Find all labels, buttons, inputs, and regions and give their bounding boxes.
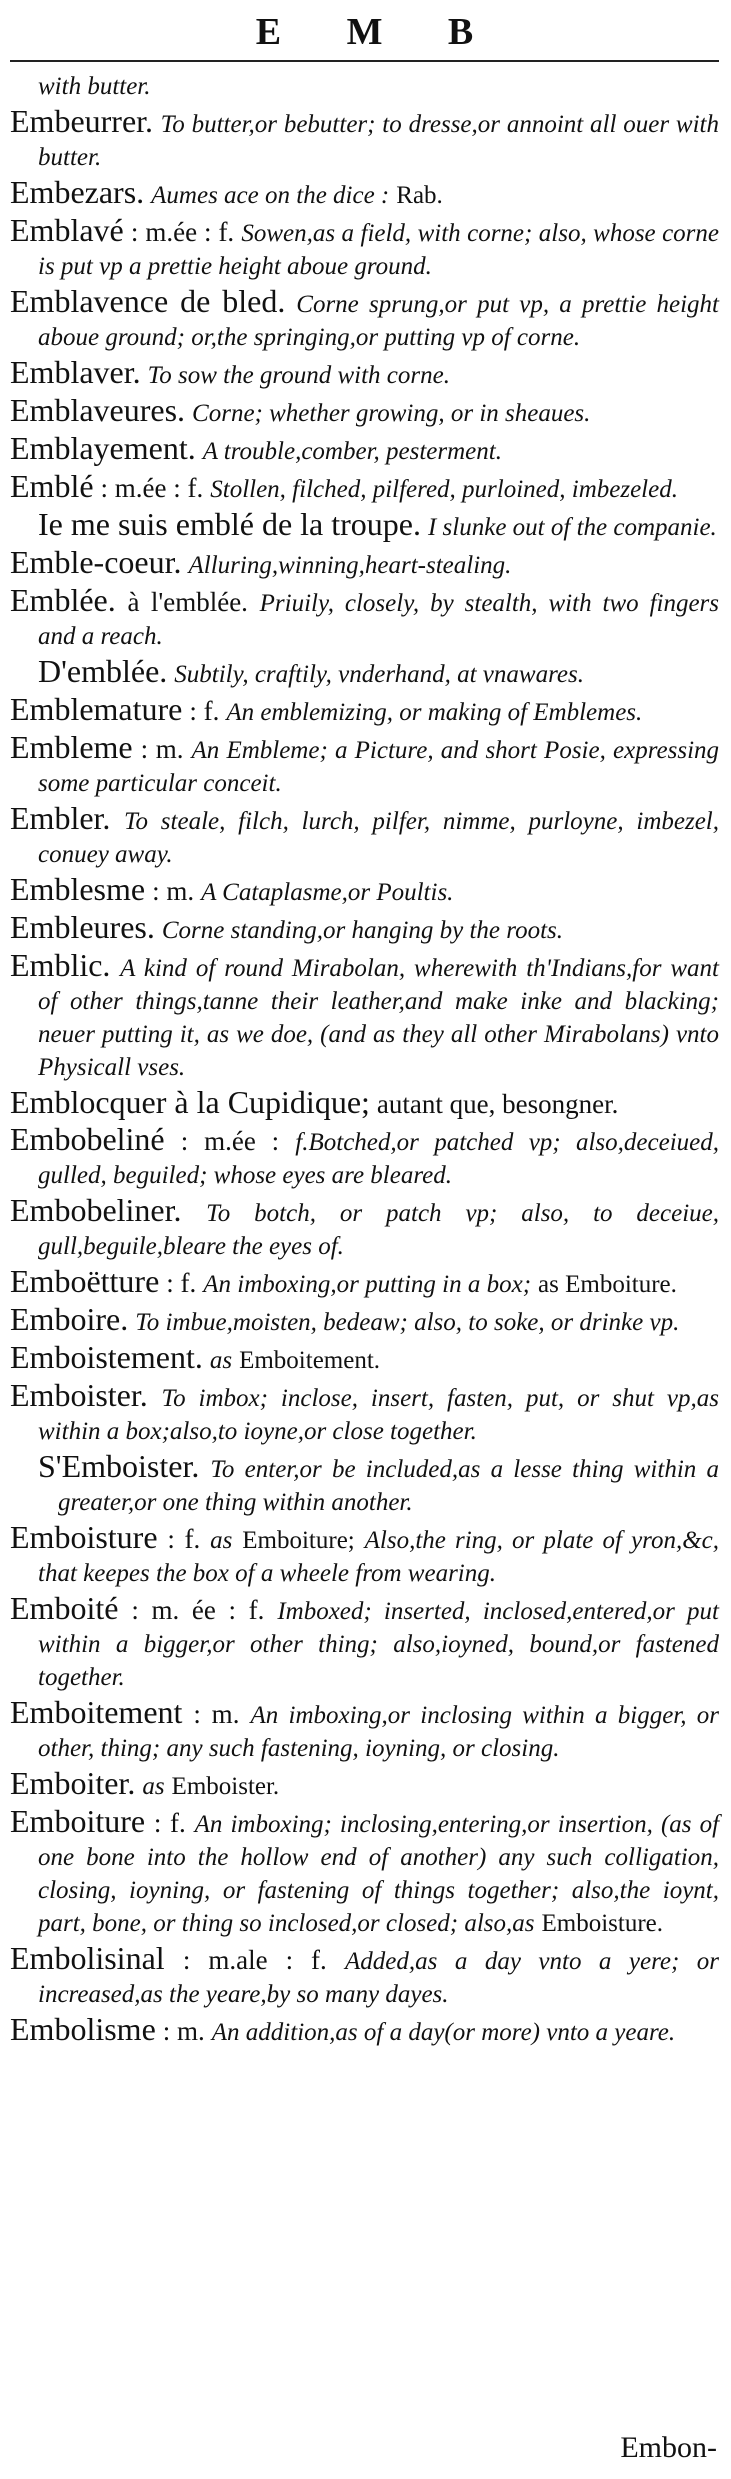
definition: Aumes ace on the dice :: [151, 182, 390, 209]
definition: A trouble,comber, pesterment.: [202, 438, 502, 465]
dictionary-entry: [10, 911, 719, 947]
definition: To sow the ground with corne.: [147, 362, 450, 389]
definition: Stollen, filched, pilfered, purloined, imbezeled.: [210, 476, 678, 503]
headword: Embler.: [10, 800, 111, 836]
headword: Emblesme: [10, 871, 146, 907]
headword: Emblavé: [10, 212, 124, 248]
grammar-note: : m.ée : f.: [130, 217, 235, 247]
headword: Emblaveures.: [10, 392, 186, 428]
grammar-note: : m.: [162, 2016, 205, 2046]
headword: Embezars.: [10, 174, 145, 210]
headword: Emboisture: [10, 1519, 158, 1555]
dictionary-entry: [10, 1341, 719, 1377]
grammar-note: : m.ée :: [180, 1126, 280, 1156]
grammar-note: : f.: [166, 1268, 197, 1298]
cross-reference: Emboisture.: [541, 1910, 664, 1937]
grammar-note: : m.: [193, 1699, 240, 1729]
definition: as: [142, 1773, 165, 1800]
grammar-note: : f.: [153, 1808, 186, 1838]
definition: f.Botched,or patched vp; also,deceiued, gulled, beguiled; whose eyes are bleared.: [38, 1129, 719, 1189]
dictionary-entry: [10, 105, 719, 174]
header-rule: [10, 60, 719, 62]
definition: An imboxing,or inclosing within a bigger, or other, thing; any such fastening, ioyning, or closing.: [38, 1702, 719, 1762]
cross-reference: Emboister.: [171, 1773, 280, 1800]
headword: Embobeliner.: [10, 1192, 182, 1228]
definition: To imbue,moisten, bedeaw; also, to soke, or drinke vp.: [135, 1309, 680, 1336]
headword: Emblée.: [10, 582, 116, 618]
dictionary-entry: [10, 1194, 719, 1263]
definition: A kind of round Mirabolan, wherewith th'Indians,for want of other things,tanne their leather,and make inke and blacking; neuer putting it, as we doe, (and as they all other Mirabolans) vnto Physicall vses.: [38, 955, 719, 1081]
headword: Emboire.: [10, 1301, 129, 1337]
definition: Added,as a day vnto a yere; or increased,as the yeare,by so many dayes.: [38, 1948, 720, 2008]
definition-continued: Also,the ring, or plate of yron,&c, that keepes the box of a wheele from wearing.: [38, 1527, 720, 1587]
cross-reference: Rab.: [396, 182, 443, 209]
page-header: E M B: [255, 11, 502, 53]
grammar-note: : m. ée : f.: [131, 1595, 265, 1625]
dictionary-entry: [10, 70, 719, 103]
definition: Priuily, closely, by stealth, with two fingers and a reach.: [38, 590, 720, 650]
headword: Emboiture: [10, 1803, 146, 1839]
catchword: Embon-: [620, 2431, 717, 2464]
headword: Emblé: [10, 468, 94, 504]
headword: Embleme: [10, 729, 133, 765]
definition: A Cataplasme,or Poultis.: [201, 879, 454, 906]
grammar-note: : f.: [189, 696, 220, 726]
definition: An Embleme; a Picture, and short Posie, expressing some particular conceit.: [38, 737, 720, 797]
dictionary-entry: [10, 546, 719, 582]
headword: Embleures.: [10, 909, 155, 945]
dictionary-entry: [10, 508, 719, 544]
headword: Emblayement.: [10, 430, 196, 466]
headword: Emblic.: [10, 947, 111, 983]
dictionary-entry: [10, 1696, 719, 1765]
definition: Subtily, craftily, vnderhand, at vnawares.: [174, 661, 584, 688]
definition: To enter,or be included,as a lesse thing within a greater,or one thing within another.: [58, 1456, 720, 1516]
dictionary-entry: [10, 214, 719, 283]
dictionary-entry: [10, 873, 719, 909]
definition: with butter.: [38, 73, 151, 100]
grammar-note: : f.: [167, 1524, 201, 1554]
definition: An addition,as of a day(or more) vnto a yeare.: [211, 2019, 676, 2046]
definition: I slunke out of the companie.: [427, 514, 717, 541]
definition: An emblemizing, or making of Emblemes.: [226, 699, 643, 726]
dictionary-entry: [10, 470, 719, 506]
cross-reference: as Emboiture.: [538, 1271, 677, 1298]
dictionary-entry: [10, 1086, 719, 1121]
dictionary-entry: [10, 176, 719, 212]
definition: An imboxing,or putting in a box;: [203, 1271, 532, 1298]
definition: as: [210, 1527, 233, 1554]
headword: Embolisinal: [10, 1940, 165, 1976]
headword: Embeurrer.: [10, 103, 154, 139]
dictionary-entry: [10, 731, 719, 800]
dictionary-entry: [10, 655, 719, 691]
definition: Alluring,winning,heart-stealing.: [188, 552, 512, 579]
grammar-note: autant que, besongner.: [376, 1089, 619, 1119]
dictionary-entry: [10, 802, 719, 871]
grammar-note: : m.ale : f.: [182, 1945, 327, 1975]
grammar-note: : m.: [152, 876, 195, 906]
dictionary-entry: [10, 394, 719, 430]
headword: Emblaver.: [10, 354, 141, 390]
headword: Emboiter.: [10, 1765, 136, 1801]
definition: Corne sprung,or put vp, a prettie height aboue ground; or,the springing,or putting vp of corne.: [38, 291, 719, 351]
dictionary-entry: [10, 1521, 719, 1590]
grammar-note: : m.ée : f.: [100, 473, 204, 503]
dictionary-entry: [10, 1265, 719, 1301]
dictionary-entry: [10, 949, 719, 1084]
definition: An imboxing; inclosing,entering,or insertion, (as of one bone into the hollow end of another) any such colligation, closing, ioyning, or fastening of things together; also,the ioynt, part, bone, or thing so inclosed,or closed; also,as: [38, 1811, 720, 1937]
dictionary-entry: [10, 1767, 719, 1803]
dictionary-entry: [10, 432, 719, 468]
dictionary-entry: [10, 285, 719, 354]
dictionary-entry: [10, 1123, 719, 1192]
dictionary-entry: [10, 1450, 719, 1519]
headword: Embolisme: [10, 2011, 156, 2047]
grammar-note: à l'emblée.: [127, 587, 248, 617]
cross-reference: Emboitement.: [239, 1347, 381, 1374]
headword: Emboité: [10, 1590, 119, 1626]
dictionary-entry: [10, 584, 719, 653]
headword: Embobeliné: [10, 1121, 165, 1157]
definition: Corne; whether growing, or in sheaues.: [192, 400, 591, 427]
definition: To imbox; inclose, insert, fasten, put, or shut vp,as within a box;also,to ioyne,or close together.: [38, 1385, 719, 1445]
grammar-note: : m.: [140, 734, 184, 764]
headword: Ie me suis emblé de la troupe.: [38, 506, 421, 542]
entries-list: [10, 70, 719, 2049]
dictionary-entry: [10, 1942, 719, 2011]
headword: Emblavence de bled.: [10, 283, 286, 319]
dictionary-entry: [10, 1303, 719, 1339]
dictionary-entry: [10, 693, 719, 729]
headword: Emboister.: [10, 1377, 148, 1413]
cross-reference: Emboiture;: [242, 1527, 355, 1554]
dictionary-entry: [10, 1379, 719, 1448]
headword: Emboitement: [10, 1694, 183, 1730]
definition: Imboxed; inserted, inclosed,entered,or put within a bigger,or other thing; also,ioyned, bound,or fastened together.: [38, 1598, 720, 1691]
headword: Emblemature: [10, 691, 183, 727]
definition: To steale, filch, lurch, pilfer, nimme, purloyne, imbezel, conuey away.: [38, 808, 719, 868]
definition: Corne standing,or hanging by the roots.: [161, 917, 564, 944]
headword: Emble-coeur.: [10, 544, 182, 580]
dictionary-entry: [10, 1805, 719, 1940]
headword: Emboistement.: [10, 1339, 203, 1375]
dictionary-entry: [10, 356, 719, 392]
dictionary-entry: [10, 1592, 719, 1694]
headword: S'Emboister.: [38, 1448, 200, 1484]
definition: To butter,or bebutter; to dresse,or annoint all ouer with butter.: [38, 111, 720, 171]
definition: as: [209, 1347, 233, 1374]
headword: Emboëtture: [10, 1263, 160, 1299]
dictionary-entry: [10, 2013, 719, 2049]
definition: Sowen,as a field, with corne; also, whose corne is put vp a prettie height aboue ground.: [38, 220, 720, 280]
headword: D'emblée.: [38, 653, 168, 689]
definition: To botch, or patch vp; also, to deceiue, gull,beguile,bleare the eyes of.: [38, 1200, 720, 1260]
headword: Emblocquer à la Cupidique;: [10, 1084, 370, 1120]
